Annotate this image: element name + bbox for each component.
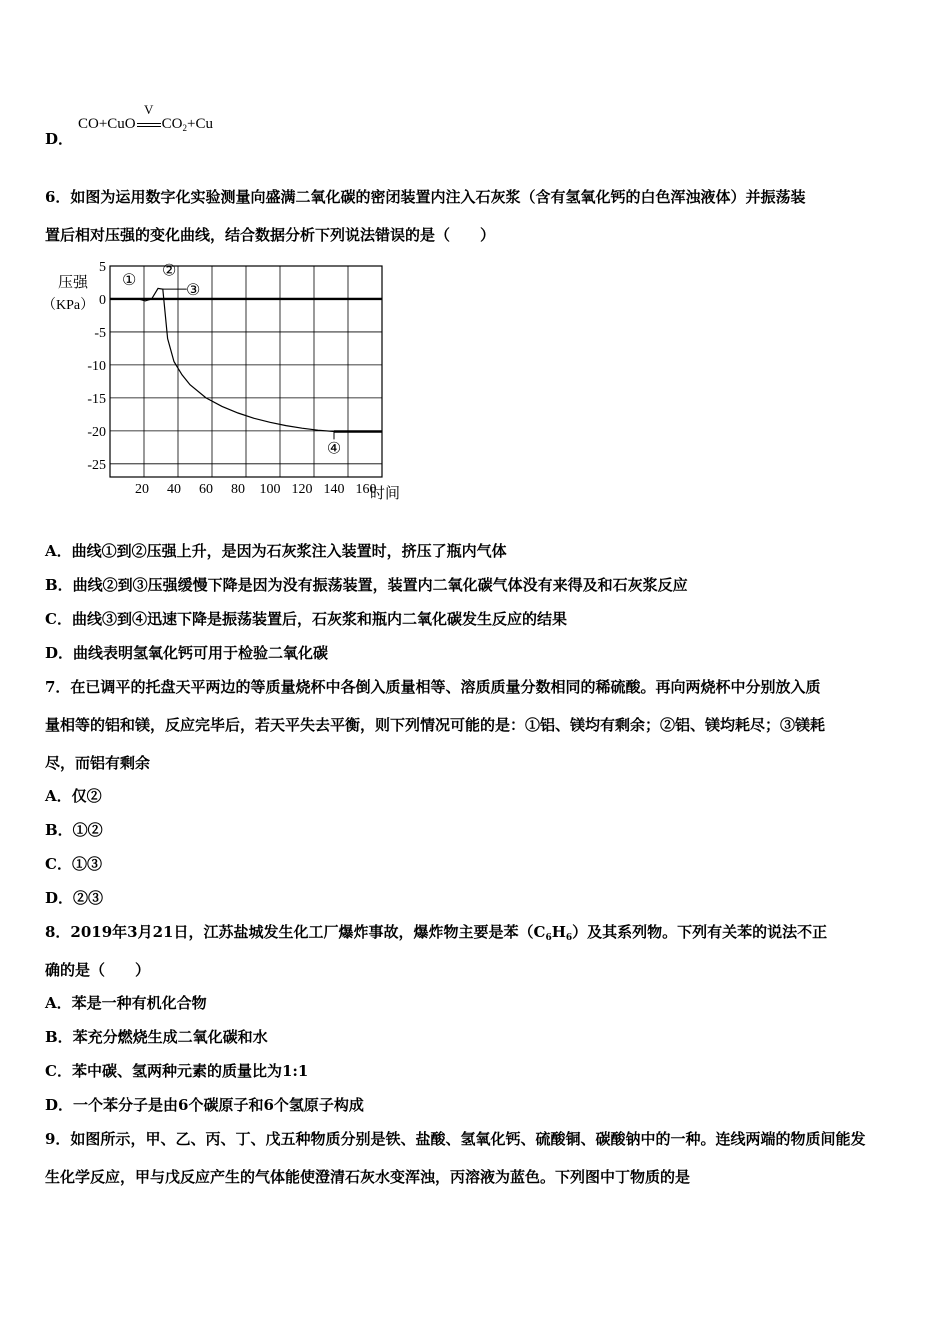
chart-y-tick-label: -15 — [87, 391, 106, 407]
q5-option-d-label: D． — [45, 130, 74, 148]
chart-y-tick-label: -25 — [87, 457, 106, 473]
q8-stem-b: ）及其系列物。下列有关苯的说法不正 — [572, 923, 828, 941]
q8-option-c: C．苯中碳、氢两种元素的质量比为1:1 — [45, 1062, 309, 1080]
q6-stem-line1: 6．如图为运用数字化实验测量向盛满二氧化碳的密闭装置内注入石灰浆（含有氢氧化钙的白色浑浊液体）并振荡装 — [45, 188, 806, 206]
chart-y-tick-label: 0 — [99, 292, 106, 308]
q6-option-a: A．曲线①到②压强上升，是因为石灰浆注入装置时，挤压了瓶内气体 — [45, 542, 507, 560]
chart-annotation: ① — [122, 272, 137, 290]
q9-stem-line1: 9．如图所示，甲、乙、丙、丁、戊五种物质分别是铁、盐酸、氢氧化钙、硫酸铜、碳酸钠中的一种。连线两端的物质间能发 — [45, 1130, 866, 1148]
q7-stem-line1: 7．在已调平的托盘天平两边的等质量烧杯中各倒入质量相等、溶质质量分数相同的稀硫酸。再向两烧杯中分别放入质 — [45, 678, 821, 696]
chart-annotations — [122, 262, 341, 457]
equation-condition: V — [143, 102, 154, 117]
q8-stem-line1 — [45, 921, 827, 943]
q6-stem-line2: 置后相对压强的变化曲线，结合数据分析下列说法错误的是（ ） — [45, 226, 496, 244]
equation-right-b: +Cu — [186, 116, 213, 132]
q7-stem-line3: 尽，而铝有剩余 — [45, 754, 151, 772]
chart-ylabel-line2: （KPa） — [42, 298, 95, 313]
q9-stem-line2: 生化学反应，甲与戊反应产生的气体能使澄清石灰水变浑浊，丙溶液为蓝色。下列图中丁物质的是 — [45, 1168, 691, 1186]
chart-grid — [110, 266, 382, 477]
chart-ylabel-line1: 压强 — [58, 275, 89, 291]
equation-right-a: CO — [161, 116, 183, 132]
q8-stem-line2: 确的是（ ） — [45, 961, 151, 979]
q6-option-b: B．曲线②到③压强缓慢下降是因为没有振荡装置，装置内二氧化碳气体没有来得及和石灰浆反应 — [45, 576, 688, 594]
q8-sub-c: 6 — [545, 933, 552, 943]
q6-option-c: C．曲线③到④迅速下降是振荡装置后，石灰浆和瓶内二氧化碳发生反应的结果 — [45, 610, 567, 628]
q7-option-d: D．②③ — [45, 889, 104, 907]
q7-option-b: B．①② — [45, 821, 103, 839]
chart-x-tick-label: 40 — [167, 482, 181, 497]
chart-x-tick-label: 160 — [355, 482, 377, 497]
chart-x-tick-label: 60 — [199, 482, 213, 497]
q7-stem-line2: 量相等的铝和镁，反应完毕后，若天平失去平衡，则下列情况可能的是：①铝、镁均有剩余；②铝、镁均耗尽；③镁耗 — [45, 716, 826, 734]
q8-stem-a: 8．2019年3月21日，江苏盐城发生化工厂爆炸事故，爆炸物主要是苯（C — [45, 923, 546, 941]
q7-option-a: A．仅② — [45, 787, 102, 805]
q8-mid: H — [551, 923, 566, 941]
chart-x-tick-label: 80 — [231, 482, 245, 497]
q7-option-c: C．①③ — [45, 855, 102, 873]
chart-x-tick-label: 120 — [291, 482, 313, 497]
equation-right-sub: 2 — [182, 123, 187, 133]
q5-equation — [78, 102, 213, 133]
chart-x-tick-label: 140 — [323, 482, 345, 497]
chart-xlabel: 时间 — [370, 486, 401, 502]
equation-left: CO+CuO — [78, 116, 136, 132]
chart-annotation: ② — [162, 262, 177, 280]
chart-x-tick-labels — [135, 482, 377, 497]
chart-y-tick-label: -20 — [87, 424, 106, 440]
q8-option-d: D．一个苯分子是由6个碳原子和6个氢原子构成 — [45, 1096, 364, 1114]
chart-y-tick-label: -5 — [94, 325, 106, 341]
q8-sub-h: 6 — [565, 933, 573, 943]
chart-y-tick-label: 5 — [99, 260, 106, 275]
chart-y-tick-labels — [87, 260, 106, 473]
chart-y-tick-label: -10 — [87, 358, 106, 374]
pressure-chart — [40, 255, 420, 505]
q8-option-a: A．苯是一种有机化合物 — [45, 994, 207, 1012]
chart-x-tick-label: 20 — [135, 482, 149, 497]
chart-x-tick-label: 100 — [259, 482, 281, 497]
q8-option-b: B．苯充分燃烧生成二氧化碳和水 — [45, 1028, 268, 1046]
chart-annotation: ③ — [186, 282, 201, 300]
equation-arrow — [136, 102, 162, 133]
q6-option-d: D．曲线表明氢氧化钙可用于检验二氧化碳 — [45, 644, 329, 662]
chart-annotation: ④ — [326, 440, 342, 458]
